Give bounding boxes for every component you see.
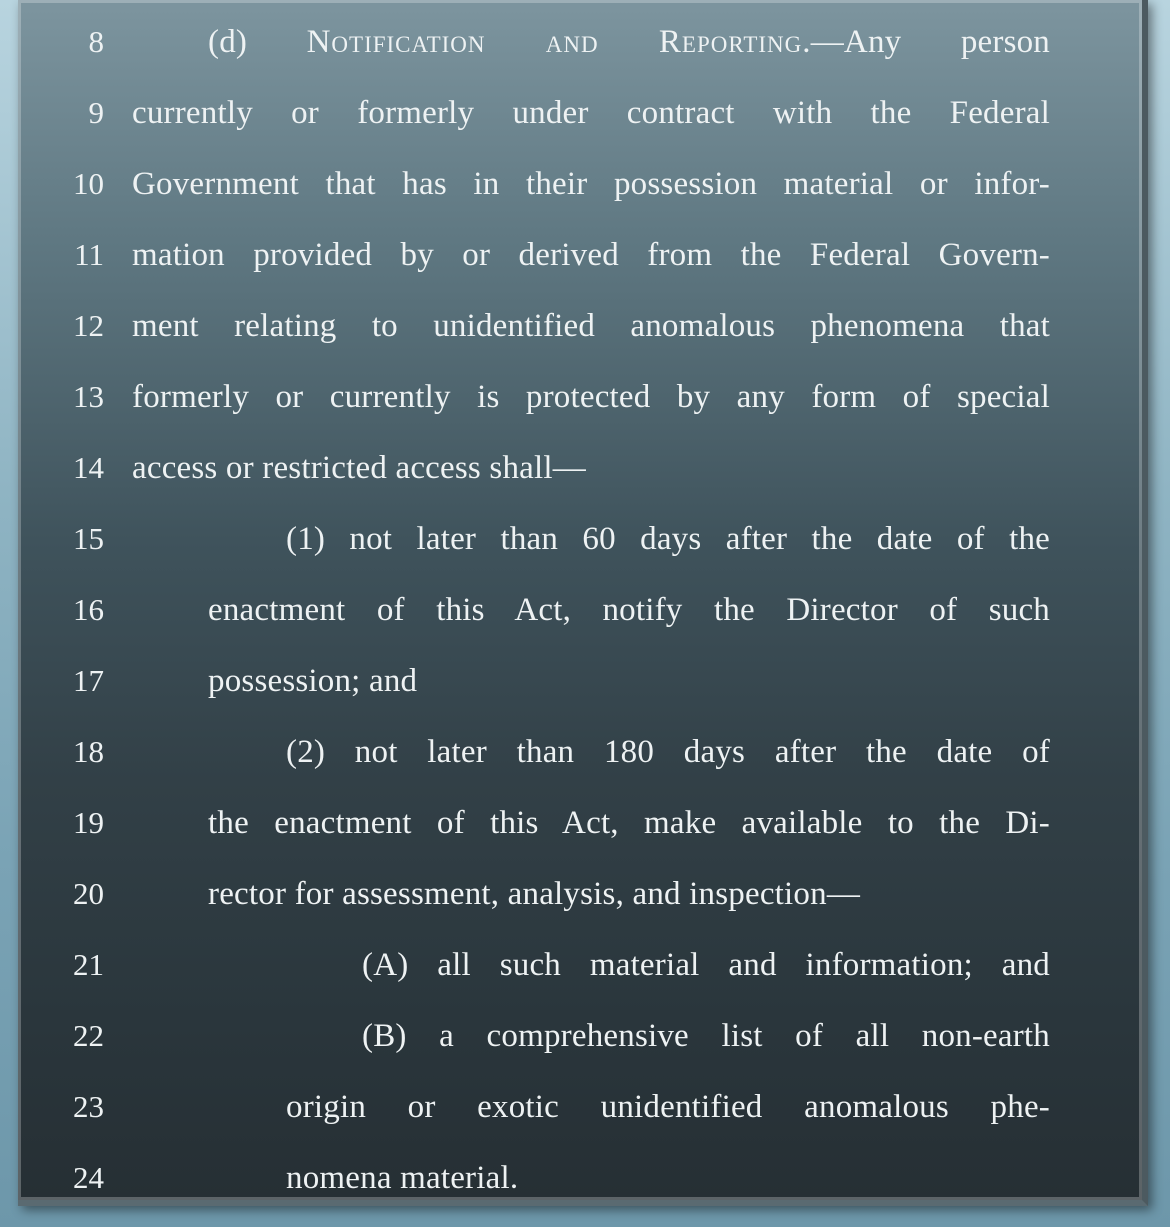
line-text: (A) all such material and information; and xyxy=(362,947,1050,983)
line-text: formerly or currently is protected by any form of special xyxy=(132,379,1050,415)
line-number: 21 xyxy=(73,947,104,982)
line-text: enactment of this Act, notify the Director of such xyxy=(208,592,1050,628)
line-number: 9 xyxy=(88,95,104,130)
line-number: 16 xyxy=(73,592,104,627)
line-number: 12 xyxy=(73,308,104,343)
line-number: 24 xyxy=(73,1160,104,1195)
line-number: 22 xyxy=(73,1018,104,1053)
line-16 xyxy=(18,580,1142,640)
line-12 xyxy=(18,296,1142,356)
line-number: 23 xyxy=(73,1089,104,1124)
line-17 xyxy=(18,651,1142,711)
line-number: 18 xyxy=(73,734,104,769)
line-9 xyxy=(18,83,1142,143)
line-number: 19 xyxy=(73,805,104,840)
line-18 xyxy=(18,722,1142,782)
document-page xyxy=(18,0,1148,1206)
line-text: possession; and xyxy=(208,663,418,699)
line-number: 13 xyxy=(73,379,104,414)
line-22 xyxy=(18,1006,1142,1066)
line-number: 17 xyxy=(73,663,104,698)
line-23 xyxy=(18,1077,1142,1137)
line-text: (B) a comprehensive list of all non-earth xyxy=(362,1018,1050,1054)
line-20 xyxy=(18,864,1142,924)
line-14 xyxy=(18,438,1142,498)
line-text: (1) not later than 60 days after the date of the xyxy=(286,521,1050,557)
line-text: (2) not later than 180 days after the date of xyxy=(286,734,1050,770)
line-number: 8 xyxy=(88,24,104,59)
line-text: nomena material. xyxy=(286,1160,519,1196)
line-text: the enactment of this Act, make available to the Di- xyxy=(208,805,1050,841)
line-text: rector for assessment, analysis, and inspection— xyxy=(208,876,861,912)
line-number: 10 xyxy=(73,166,104,201)
line-text: origin or exotic unidentified anomalous phe- xyxy=(286,1089,1050,1125)
line-24 xyxy=(18,1148,1142,1208)
line-number: 20 xyxy=(73,876,104,911)
line-text: (d) Notification and Reporting.—Any person xyxy=(208,24,1051,60)
line-21 xyxy=(18,935,1142,995)
section-heading: Notification and Reporting xyxy=(306,24,803,60)
line-13 xyxy=(18,367,1142,427)
line-19 xyxy=(18,793,1142,853)
line-number: 14 xyxy=(73,450,104,485)
line-text: currently or formerly under contract with the Federal xyxy=(132,95,1050,131)
line-text: ment relating to unidentified anomalous phenomena that xyxy=(132,308,1050,344)
line-number: 15 xyxy=(73,521,104,556)
line-text: Government that has in their possession material or infor- xyxy=(132,166,1050,202)
line-11 xyxy=(18,225,1142,285)
line-text: access or restricted access shall— xyxy=(132,450,586,486)
line-text: mation provided by or derived from the Federal Govern- xyxy=(132,237,1050,273)
line-8 xyxy=(18,12,1142,72)
line-15 xyxy=(18,509,1142,569)
line-10 xyxy=(18,154,1142,214)
line-number: 11 xyxy=(74,237,104,272)
